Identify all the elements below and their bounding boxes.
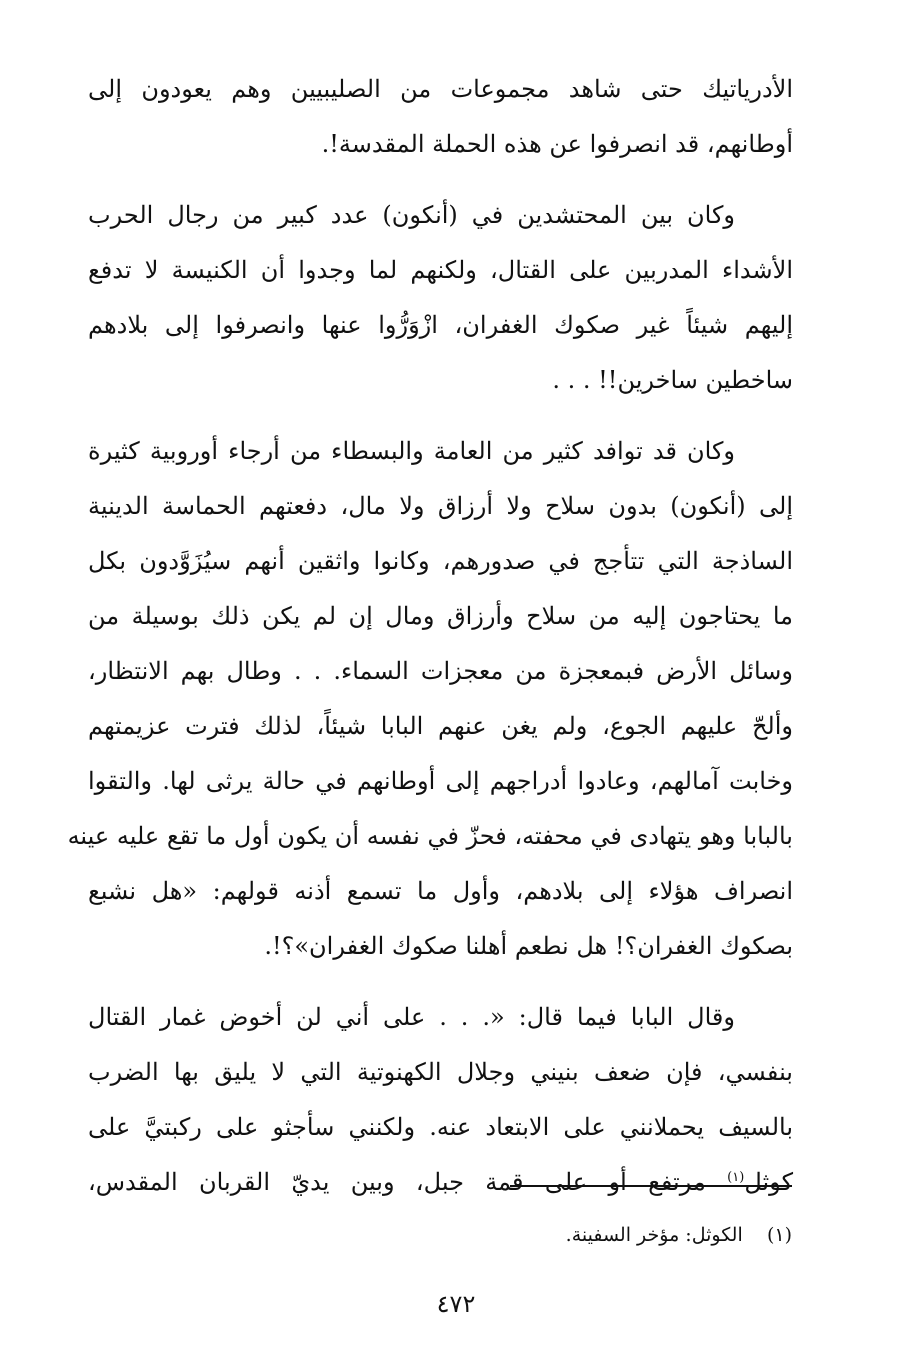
footnote-marker: (١) (766, 1224, 792, 1246)
footnote-separator (510, 1185, 792, 1187)
text-fragment: مرتفع أو على قمة جبل، وبين يديّ القربان المقدس، (88, 1168, 728, 1196)
footnote-text: الكوثل: مؤخر السفينة. (565, 1224, 743, 1246)
text-line: وكان قد توافد كثير من العامة والبسطاء من أرجاء أوروبية كثيرة (88, 437, 735, 465)
text-line: إليهم شيئاً غير صكوك الغفران، ازْوَرُّوا عنها وانصرفوا إلى بلادهم (88, 311, 793, 339)
text-line: وكان بين المحتشدين في (أنكون) عدد كبير من رجال الحرب (88, 201, 735, 229)
text-line: ساخطين ساخرين!! . . . (552, 366, 793, 394)
text-line: بالبابا وهو يتهادى في محفته، فحزّ في نفسه أن يكون أول ما تقع عليه عينه (67, 822, 793, 850)
text-line: الساذجة التي تتأجج في صدورهم، وكانوا واثقين أنهم سيُزَوَّدون بكل (88, 547, 793, 575)
body-text (67, 62, 794, 1226)
text-line: إلى (أنكون) بدون سلاح ولا أرزاق ولا مال، دفعتهم الحماسة الدينية (88, 492, 793, 520)
text-line: بالسيف يحملانني على الابتعاد عنه. ولكنني سأجثو على ركبتيَّ على (88, 1113, 793, 1141)
text-line: أوطانهم، قد انصرفوا عن هذه الحملة المقدسة!. (321, 130, 793, 158)
text-line: الأشداء المدربين على القتال، ولكنهم لما وجدوا أن الكنيسة لا تدفع (88, 256, 793, 284)
text-line: بنفسي، فإن ضعف بنيني وجلال الكهنوتية التي لا يليق بها الضرب (88, 1058, 793, 1086)
text-line: وخابت آمالهم، وعادوا أدراجهم إلى أوطانهم في حالة يرثى لها. والتقوا (88, 767, 793, 795)
page-number: ٤٧٢ (436, 1290, 476, 1318)
footnote (300, 1220, 792, 1250)
text-line: وألحّ عليهم الجوع، ولم يغن عنهم البابا شيئاً، لذلك فترت عزيمتهم (88, 712, 794, 740)
text-line: انصراف هؤلاء إلى بلادهم، وأول ما تسمع أذنه قولهم: «هل نشبع (88, 877, 793, 905)
text-line (88, 1155, 793, 1210)
text-line: وسائل الأرض فبمعجزة من معجزات السماء. . . وطال بهم الانتظار، (88, 657, 793, 685)
paragraph-4 (88, 990, 793, 1210)
paragraph-3 (67, 424, 794, 974)
paragraph-1 (88, 62, 793, 172)
text-fragment: كوثل (744, 1168, 793, 1196)
text-line: ما يحتاجون إليه من سلاح وأرزاق ومال إن لم يكن ذلك بوسيلة من (88, 602, 793, 630)
text-line: الأدرياتيك حتى شاهد مجموعات من الصليبيين وهم يعودون إلى (88, 75, 793, 103)
text-line: وقال البابا فيما قال: «. . . على أني لن أخوض غمار القتال (88, 1003, 735, 1031)
text-line: بصكوك الغفران؟! هل نطعم أهلنا صكوك الغفران»؟!. (264, 932, 793, 960)
paragraph-2 (88, 188, 793, 408)
footnote-reference: (١) (727, 1170, 745, 1185)
